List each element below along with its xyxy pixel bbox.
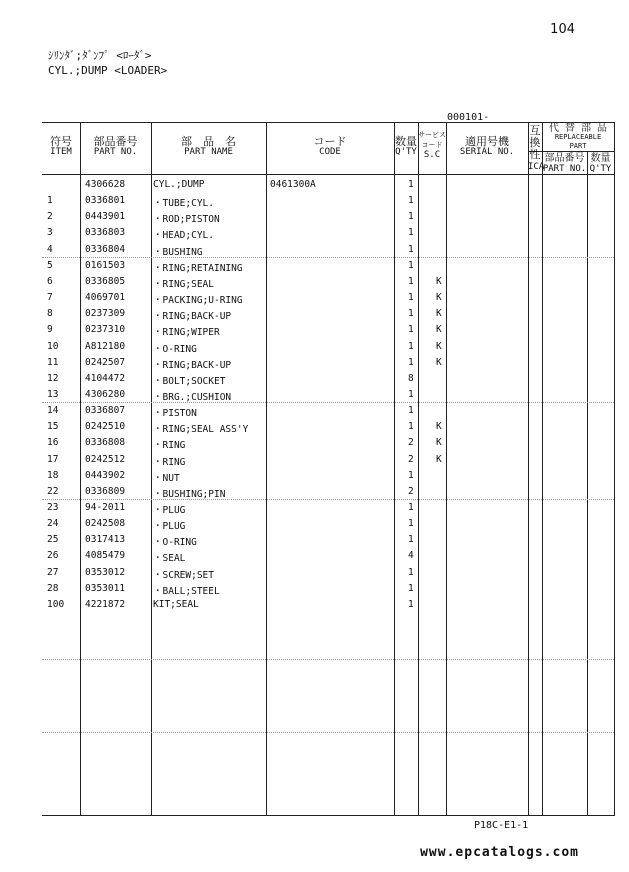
table-row <box>42 403 614 419</box>
page-number: 104 <box>550 22 575 37</box>
row-item: 22 <box>47 485 59 497</box>
row-part-name: ・RING <box>153 440 186 452</box>
row-qty: 1 <box>408 292 414 304</box>
row-service-code: K <box>436 356 442 368</box>
row-item: 27 <box>47 566 59 578</box>
row-part-name: ・BOLT;SOCKET <box>153 375 226 387</box>
row-part-name: ・RING;BACK-UP <box>153 359 232 371</box>
row-service-code: K <box>436 437 442 449</box>
row-item: 4 <box>47 243 53 255</box>
table-row <box>42 177 614 193</box>
row-part-no: 0443902 <box>85 469 126 481</box>
row-qty: 2 <box>408 485 414 497</box>
table-row <box>42 225 614 241</box>
row-part-name: ・BRG.;CUSHION <box>153 391 232 403</box>
row-part-no: 0237310 <box>85 324 126 336</box>
row-part-no: 0336805 <box>85 275 126 287</box>
row-qty: 1 <box>408 566 414 578</box>
table-row <box>42 516 614 532</box>
row-part-name: ・RING;RETAINING <box>153 262 243 274</box>
row-qty: 2 <box>408 453 414 465</box>
row-service-code: K <box>436 275 442 287</box>
row-part-name: ・BUSHING;PIN <box>153 488 226 500</box>
header-part-no: 部品番号 PART NO. <box>93 135 138 157</box>
row-part-name: ・PISTON <box>153 408 197 420</box>
row-item: 1 <box>47 195 53 207</box>
table-row <box>42 387 614 403</box>
row-part-name: ・PLUG <box>153 505 186 516</box>
row-part-no: 0161503 <box>85 259 126 271</box>
row-part-no: 4306280 <box>85 388 126 400</box>
row-part-no: 0317413 <box>85 534 126 546</box>
row-qty: 1 <box>408 275 414 287</box>
row-part-no: 4306628 <box>85 179 126 190</box>
row-part-no: 0336804 <box>85 243 126 255</box>
row-part-name: ・HEAD;CYL. <box>153 230 214 242</box>
row-qty: 1 <box>408 356 414 368</box>
row-part-name: ・RING;SEAL <box>153 278 214 290</box>
row-qty: 4 <box>408 550 414 562</box>
header-repl-part-no: 部品番号 PART NO. <box>542 153 587 174</box>
row-part-name: ・NUT <box>153 472 180 484</box>
serial-range: 000101- <box>447 112 490 123</box>
header-item: 符号 ITEM <box>50 135 72 157</box>
row-part-no: A812180 <box>85 340 126 352</box>
row-qty: 1 <box>408 534 414 546</box>
row-part-no: 4221872 <box>85 598 126 610</box>
table-row <box>42 322 614 338</box>
row-item: 16 <box>47 437 59 449</box>
row-item: 11 <box>47 356 59 368</box>
row-part-name: ・PACKING;U-RING <box>153 295 243 307</box>
row-part-name: ・RING;BACK-UP <box>153 311 232 323</box>
row-part-no: 0242512 <box>85 453 126 465</box>
row-item: 18 <box>47 469 59 481</box>
table-row <box>42 532 614 548</box>
header-service-code: サービス コード S.C <box>418 131 446 160</box>
row-part-name: ・ROD;PISTON <box>153 214 220 226</box>
row-service-code: K <box>436 308 442 320</box>
row-part-name: ・SEAL <box>153 553 186 565</box>
header-qty: 数量 Q'TY <box>395 135 417 157</box>
row-qty: 1 <box>408 502 414 513</box>
row-part-name: CYL.;DUMP <box>153 179 205 190</box>
row-qty: 1 <box>408 582 414 594</box>
row-part-no: 0336803 <box>85 227 126 239</box>
row-qty: 1 <box>408 469 414 481</box>
row-part-no: 4069701 <box>85 292 126 304</box>
table-row <box>42 548 614 564</box>
row-item: 8 <box>47 308 53 320</box>
row-part-name: ・RING;WIPER <box>153 327 220 339</box>
row-item: 9 <box>47 324 53 336</box>
row-part-no: 0336801 <box>85 195 126 207</box>
row-item: 2 <box>47 211 53 223</box>
row-part-name: KIT;SEAL <box>153 598 199 610</box>
row-item: 15 <box>47 421 59 433</box>
table-row <box>42 500 614 516</box>
header-repl-qty: 数量 Q'TY <box>589 153 612 174</box>
row-qty: 1 <box>408 340 414 352</box>
row-part-name: ・BALL;STEEL <box>153 585 220 597</box>
row-part-name: ・BUSHING <box>153 246 203 258</box>
row-item: 6 <box>47 275 53 287</box>
row-part-no: 0353012 <box>85 566 126 578</box>
table-row <box>42 371 614 387</box>
row-qty: 2 <box>408 437 414 449</box>
row-part-name: ・PLUG <box>153 521 186 533</box>
row-part-no: 0336809 <box>85 485 126 497</box>
row-qty: 1 <box>408 308 414 320</box>
table-row <box>42 597 614 613</box>
row-qty: 1 <box>408 211 414 223</box>
table-row <box>42 339 614 355</box>
row-item: 17 <box>47 453 59 465</box>
header-replaceable: 代 替 部 品 REPLACEABLE PART <box>548 123 608 150</box>
table-row <box>42 484 614 500</box>
row-item: 3 <box>47 227 53 239</box>
row-part-no: 4104472 <box>85 372 126 384</box>
row-part-no: 0443901 <box>85 211 126 223</box>
row-service-code: K <box>436 340 442 352</box>
header-serial: 適用号機 SERIAL NO. <box>459 135 515 157</box>
table-row <box>42 565 614 581</box>
row-part-no: 0242507 <box>85 356 126 368</box>
row-item: 23 <box>47 502 59 513</box>
table-row <box>42 306 614 322</box>
row-item: 100 <box>47 598 65 610</box>
row-item: 28 <box>47 582 59 594</box>
table-row <box>42 468 614 484</box>
row-qty: 1 <box>408 421 414 433</box>
row-service-code: K <box>436 292 442 304</box>
table-row <box>42 258 614 274</box>
header-code: コード CODE <box>313 135 347 157</box>
row-service-code: K <box>436 324 442 336</box>
row-qty: 1 <box>408 179 414 190</box>
row-part-no: 0242510 <box>85 421 126 433</box>
row-qty: 1 <box>408 227 414 239</box>
header-ica: 互 換 性 ICA <box>528 124 545 172</box>
header-part-name: 部 品 名 PART NAME <box>181 135 236 157</box>
table-row <box>42 435 614 451</box>
table-row <box>42 419 614 435</box>
table-row <box>42 193 614 209</box>
watermark: www.epcatalogs.com <box>420 845 579 860</box>
table-row <box>42 355 614 371</box>
row-part-no: 0353011 <box>85 582 126 594</box>
footer-code: P18C-E1-1 <box>474 820 529 831</box>
row-qty: 1 <box>408 518 414 530</box>
table-row <box>42 290 614 306</box>
row-qty: 1 <box>408 259 414 271</box>
title-english: CYL.;DUMP <LOADER> <box>48 64 168 77</box>
row-part-name: ・SCREW;SET <box>153 569 214 581</box>
row-part-no: 0336807 <box>85 405 126 417</box>
row-part-name: ・RING <box>153 456 186 468</box>
row-service-code: K <box>436 453 442 465</box>
table-row <box>42 452 614 468</box>
row-part-no: 4085479 <box>85 550 126 562</box>
row-part-no: 0242508 <box>85 518 126 530</box>
title-japanese: ｼﾘﾝﾀﾞ;ﾀﾞﾝﾌﾟ <ﾛｰﾀﾞ> <box>48 49 152 62</box>
row-code: 0461300A <box>270 179 316 190</box>
row-qty: 1 <box>408 243 414 255</box>
table-row <box>42 242 614 258</box>
row-item: 14 <box>47 405 59 417</box>
table-row <box>42 581 614 597</box>
row-part-name: ・RING;SEAL ASS'Y <box>153 424 249 436</box>
row-item: 24 <box>47 518 59 530</box>
row-qty: 1 <box>408 598 414 610</box>
row-part-name: ・O-RING <box>153 343 197 355</box>
row-item: 10 <box>47 340 59 352</box>
row-item: 12 <box>47 372 59 384</box>
row-item: 25 <box>47 534 59 546</box>
row-item: 5 <box>47 259 53 271</box>
parts-table <box>42 122 614 816</box>
row-service-code: K <box>436 421 442 433</box>
table-row <box>42 209 614 225</box>
table-row <box>42 274 614 290</box>
row-qty: 1 <box>408 388 414 400</box>
row-qty: 1 <box>408 324 414 336</box>
row-part-name: ・O-RING <box>153 537 197 549</box>
row-item: 26 <box>47 550 59 562</box>
row-part-no: 0237309 <box>85 308 126 320</box>
row-part-no: 94-2011 <box>85 502 126 513</box>
row-qty: 1 <box>408 195 414 207</box>
row-qty: 1 <box>408 405 414 417</box>
row-item: 13 <box>47 388 59 400</box>
row-item: 7 <box>47 292 53 304</box>
row-part-no: 0336808 <box>85 437 126 449</box>
row-part-name: ・TUBE;CYL. <box>153 198 214 210</box>
row-qty: 8 <box>408 372 414 384</box>
